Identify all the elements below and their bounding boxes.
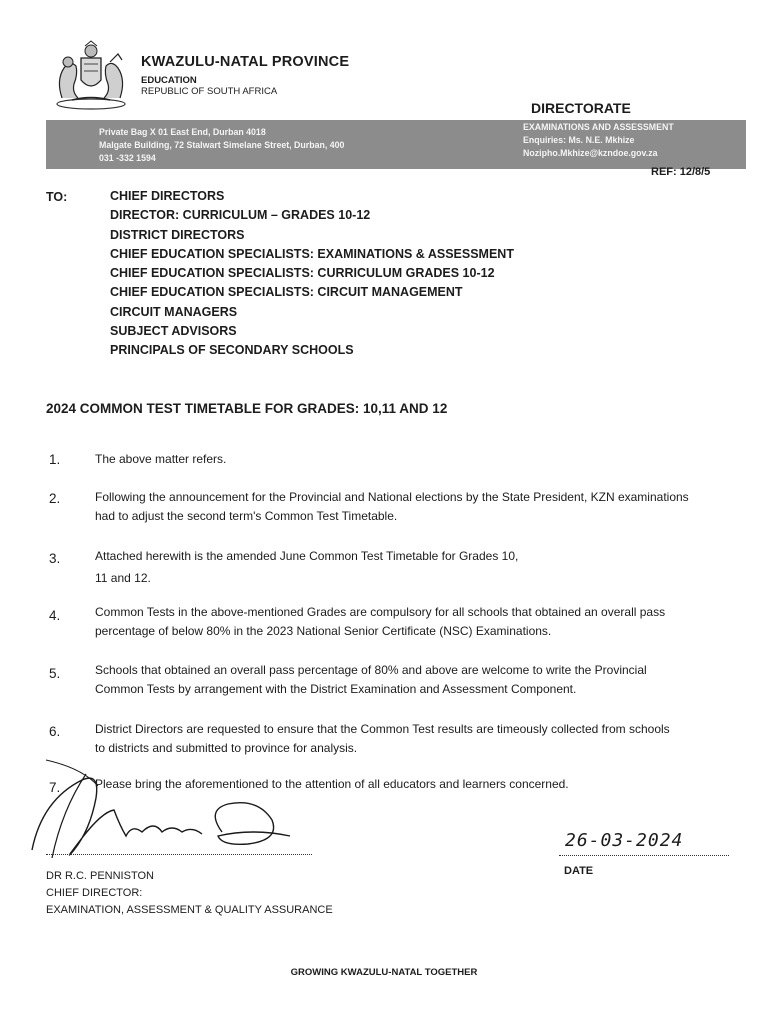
item-text	[95, 661, 717, 699]
item-line: to districts and submitted to province for analysis.	[95, 741, 358, 755]
recipient-item: SUBJECT ADVISORS	[110, 324, 237, 339]
signatory-name: DR R.C. PENNISTON	[46, 870, 154, 882]
republic-name: REPUBLIC OF SOUTH AFRICA	[141, 86, 278, 97]
address-line: Private Bag X 01 East End, Durban 4018	[99, 127, 266, 137]
item-line: percentage of below 80% in the 2023 National Senior Certificate (NSC) Examinations.	[95, 624, 552, 638]
item-line: Common Tests in the above-mentioned Grades are compulsory for all schools that obtained an overall pass	[95, 605, 666, 619]
item-line: Attached herewith is the amended June Common Test Timetable for Grades 10,	[95, 549, 519, 563]
recipient-item: CHIEF EDUCATION SPECIALISTS: CURRICULUM GRADES 10-12	[110, 266, 495, 281]
item-number: 6.	[49, 724, 61, 739]
date-label: DATE	[564, 865, 594, 877]
item-line: Common Tests by arrangement with the District Examination and Assessment Component.	[95, 682, 577, 696]
recipient-item: DIRECTOR: CURRICULUM – GRADES 10-12	[110, 208, 371, 223]
signature-line	[46, 854, 312, 855]
recipient-item: CHIEF EDUCATION SPECIALISTS: CIRCUIT MANAGEMENT	[110, 285, 463, 300]
contact-line: EXAMINATIONS AND ASSESSMENT	[523, 122, 674, 132]
item-number: 7.	[49, 780, 61, 795]
signatory-block	[46, 868, 333, 919]
item-line: 11 and 12.	[95, 571, 151, 585]
item-number: 2.	[49, 491, 61, 506]
item-number: 3.	[49, 551, 61, 566]
item-text	[95, 547, 717, 588]
item-text	[95, 488, 717, 526]
item-number: 5.	[49, 666, 61, 681]
recipient-item: CHIEF DIRECTORS	[110, 189, 225, 203]
item-text	[95, 450, 717, 469]
signatory-title: CHIEF DIRECTOR:	[46, 887, 143, 899]
item-line: had to adjust the second term's Common Test Timetable.	[95, 509, 398, 523]
item-line: The above matter refers.	[95, 452, 227, 466]
footer-slogan: GROWING KWAZULU-NATAL TOGETHER	[290, 967, 478, 978]
item-line: Please bring the aforementioned to the attention of all educators and learners concerned.	[95, 777, 569, 791]
signature-icon	[22, 740, 342, 870]
item-text	[95, 603, 717, 641]
province-name: KWAZULU-NATAL PROVINCE	[141, 54, 350, 70]
recipient-list	[110, 187, 514, 361]
postal-address	[99, 126, 344, 165]
handwritten-date: 26-03-2024	[565, 830, 684, 851]
item-number: 1.	[49, 452, 61, 467]
reference-number: REF: 12/8/5	[651, 166, 711, 178]
recipient-item: PRINCIPALS OF SECONDARY SCHOOLS	[110, 343, 354, 358]
signatory-unit: EXAMINATION, ASSESSMENT & QUALITY ASSURANCE	[46, 904, 333, 916]
directorate-title: DIRECTORATE	[531, 100, 631, 116]
coat-of-arms-icon	[48, 40, 134, 110]
date-line	[559, 855, 729, 856]
contact-details	[523, 121, 674, 160]
item-line: Following the announcement for the Provincial and National elections by the State President, KZN examinations	[95, 490, 689, 504]
to-label: TO:	[46, 190, 68, 204]
contact-email: Nozipho.Mkhize@kzndoe.gov.za	[523, 148, 658, 158]
contact-line: Enquiries: Ms. N.E. Mkhize	[523, 135, 635, 145]
address-line: 031 -332 1594	[99, 153, 156, 163]
item-line: Schools that obtained an overall pass percentage of 80% and above are welcome to write the Provincial	[95, 663, 647, 677]
recipient-item: DISTRICT DIRECTORS	[110, 227, 245, 242]
department-name: EDUCATION	[141, 75, 197, 86]
address-line: Malgate Building, 72 Stalwart Simelane Street, Durban, 400	[99, 140, 345, 150]
recipient-item: CHIEF EDUCATION SPECIALISTS: EXAMINATIONS & ASSESSMENT	[110, 246, 514, 261]
item-line: District Directors are requested to ensure that the Common Test results are timeously collected from schools	[95, 722, 670, 736]
memo-subject: 2024 COMMON TEST TIMETABLE FOR GRADES: 10,11 AND 12	[46, 401, 448, 416]
item-number: 4.	[49, 608, 61, 623]
recipient-item: CIRCUIT MANAGERS	[110, 304, 238, 319]
